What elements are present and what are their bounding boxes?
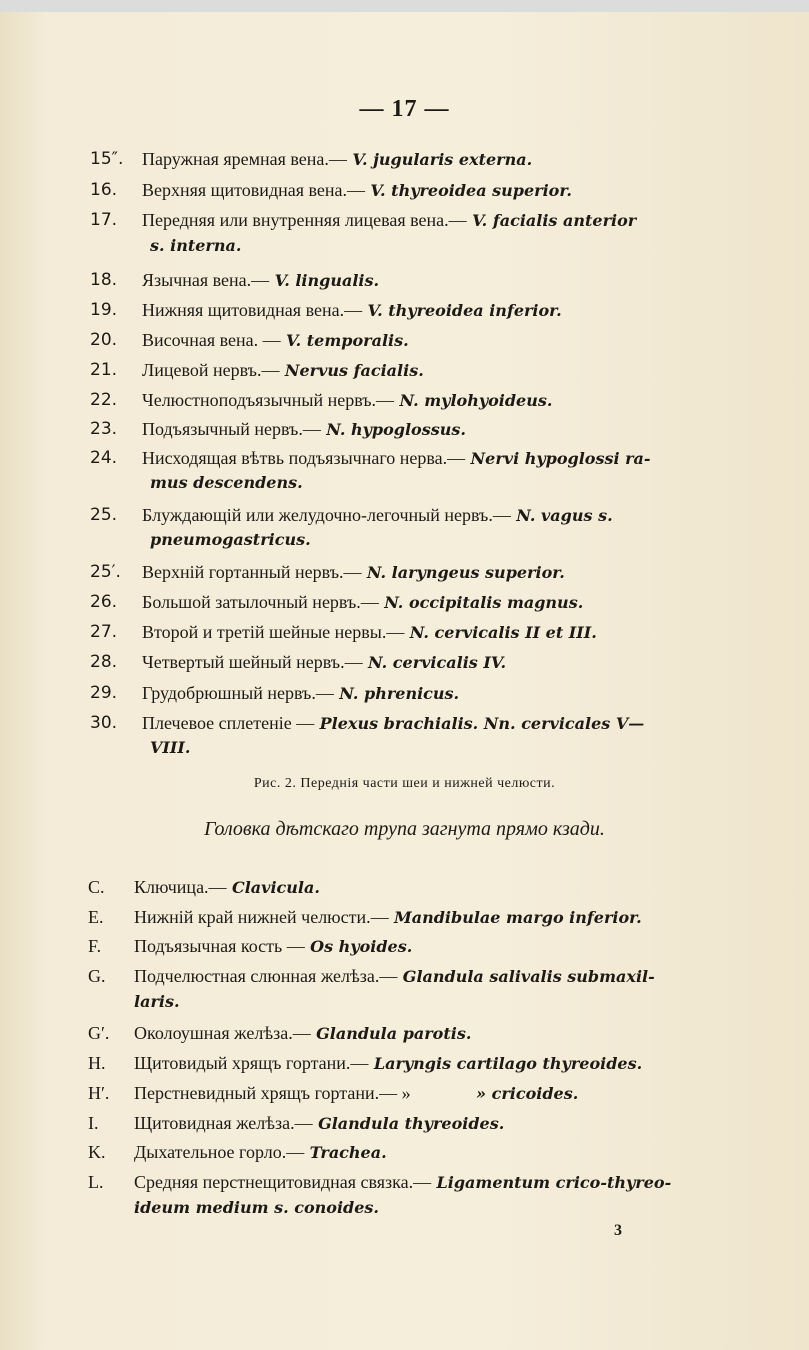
entry-russian: Четвертый шейный нервъ.— [142, 652, 363, 672]
entry-russian: Передняя или внутренняя лицевая вена.— [142, 210, 467, 230]
entry-russian: Нижняя щитовидная вена.— [142, 300, 363, 320]
entry-russian: Верхній гортанный нервъ.— [142, 562, 362, 582]
entry-latin: Nervi hypoglossi ra- [470, 449, 651, 468]
entry-latin-continued: pneumogastricus. [150, 530, 311, 549]
entry-russian: Лицевой нервъ.— [142, 360, 280, 380]
entry-russian: Щитовидый хрящъ гортани.— [134, 1053, 369, 1073]
entry-number: 17. [90, 210, 118, 230]
entry-latin: Trachea. [309, 1143, 387, 1162]
entry-latin: V. lingualis. [274, 271, 380, 290]
entry-latin: V. jugularis externa. [352, 150, 533, 169]
entry-russian: Подъязычная кость — [134, 936, 305, 956]
entry-number: 30. [90, 713, 118, 733]
entry-latin: N. occipitalis magnus. [384, 593, 584, 612]
entry-latin: V. facialis anterior [472, 211, 637, 230]
entry-latin-continued: mus descendens. [150, 473, 303, 492]
entry-russian: Подъязычный нервъ.— [142, 419, 321, 439]
entry-letter: G′. [88, 1023, 110, 1043]
entry-number: 27. [90, 622, 118, 642]
entry-latin: Nervus facialis. [284, 361, 424, 380]
entry-russian: Щитовидная желѣза.— [134, 1113, 313, 1133]
entry-latin: N. phrenicus. [339, 684, 460, 703]
entry-russian: Второй и третій шейные нервы.— [142, 622, 405, 642]
entry-russian: Средняя перстнещитовидная связка.— [134, 1172, 432, 1192]
entry-latin-continued: VIII. [150, 738, 191, 757]
entry-number: 21. [90, 360, 118, 380]
entry-latin: Glandula parotis. [316, 1024, 472, 1043]
entry-latin-continued: s. interna. [150, 236, 242, 255]
scan-top-edge [0, 0, 809, 12]
entry-number: 16. [90, 180, 118, 200]
entry-latin: Mandibulae margo inferior. [394, 908, 642, 927]
entry-latin: N. cervicalis II et III. [409, 623, 597, 642]
entry-russian: Околоушная желѣза.— [134, 1023, 311, 1043]
entry-latin: Glandula thyreoides. [318, 1114, 505, 1133]
entry-russian: Плечевое сплетеніе — [142, 713, 315, 733]
figure-subcaption: Головка дѣтскаго трупа загнута прямо кзади. [204, 818, 605, 840]
entry-number: 25′. [90, 562, 121, 582]
entry-number: 18. [90, 270, 118, 290]
entry-letter: H. [88, 1053, 106, 1073]
entry-latin-continued: laris. [134, 992, 180, 1011]
entry-latin: Glandula salivalis submaxil- [402, 967, 655, 986]
entry-latin: Plexus brachialis. Nn. cervicales V— [319, 714, 645, 733]
signature-mark: 3 [614, 1222, 622, 1239]
entry-number: 19. [90, 300, 118, 320]
entry-latin: N. hypoglossus. [326, 420, 466, 439]
entry-russian: Большой затылочный нервъ.— [142, 592, 379, 612]
entry-number: 15″. [90, 149, 124, 169]
figure-caption: Рис. 2. Переднія части шеи и нижней челюсти. [253, 776, 556, 791]
entry-latin: N. vagus s. [516, 506, 613, 525]
entry-russian: Блуждающій или желудочно-легочный нервъ.— [142, 505, 511, 525]
entry-letter: G. [88, 966, 106, 986]
entry-letter: K. [88, 1142, 106, 1162]
entry-number: 24. [90, 448, 118, 468]
entry-russian: Подчелюстная слюнная желѣза.— [134, 966, 398, 986]
entry-latin-continued: ideum medium s. conoides. [134, 1198, 379, 1217]
entry-number: 28. [90, 652, 118, 672]
entry-letter: L. [88, 1172, 104, 1192]
entry-letter: I. [88, 1113, 99, 1133]
entry-letter: H′. [88, 1083, 110, 1103]
entry-number: 22. [90, 390, 118, 410]
entry-russian: Височная вена. — [142, 330, 281, 350]
entry-latin: Ligamentum crico-thyreo- [436, 1173, 672, 1192]
entry-latin: V. temporalis. [286, 331, 409, 350]
entry-letter: C. [88, 877, 105, 897]
entry-number: 26. [90, 592, 118, 612]
entry-russian: Верхняя щитовидная вена.— [142, 180, 366, 200]
entry-latin: » cricoides. [476, 1084, 579, 1103]
entry-latin: Os hyoides. [310, 937, 413, 956]
entry-latin: V. thyreoidea superior. [370, 181, 572, 200]
entry-latin: N. cervicalis IV. [368, 653, 507, 672]
entry-latin: N. mylohyoideus. [399, 391, 553, 410]
entry-latin: V. thyreoidea inferior. [367, 301, 562, 320]
entry-latin: Clavicula. [231, 878, 320, 897]
entry-russian: Ключица.— [134, 877, 227, 897]
entry-russian: Дыхательное горло.— [134, 1142, 305, 1162]
entry-number: 29. [90, 683, 118, 703]
entry-latin: N. laryngeus superior. [366, 563, 565, 582]
entry-number: 25. [90, 505, 118, 525]
entry-russian: Язычная вена.— [142, 270, 270, 290]
entry-number: 20. [90, 330, 118, 350]
entry-russian: Паружная яремная вена.— [142, 149, 347, 169]
entry-russian: Нисходящая вѣтвь подъязычнаго нерва.— [142, 448, 466, 468]
entry-russian: Челюстноподъязычный нервъ.— [142, 390, 395, 410]
entry-number: 23. [90, 419, 118, 439]
entry-russian: Перстневидный хрящъ гортани.— » [134, 1083, 411, 1103]
entry-russian: Нижній край нижней челюсти.— [134, 907, 389, 927]
entry-russian: Грудобрюшный нервъ.— [142, 683, 334, 703]
entry-letter: F. [88, 936, 102, 956]
entry-letter: E. [88, 907, 104, 927]
entry-latin: Laryngis cartilago thyreoides. [373, 1054, 643, 1073]
page-number: — 17 — [359, 96, 450, 122]
